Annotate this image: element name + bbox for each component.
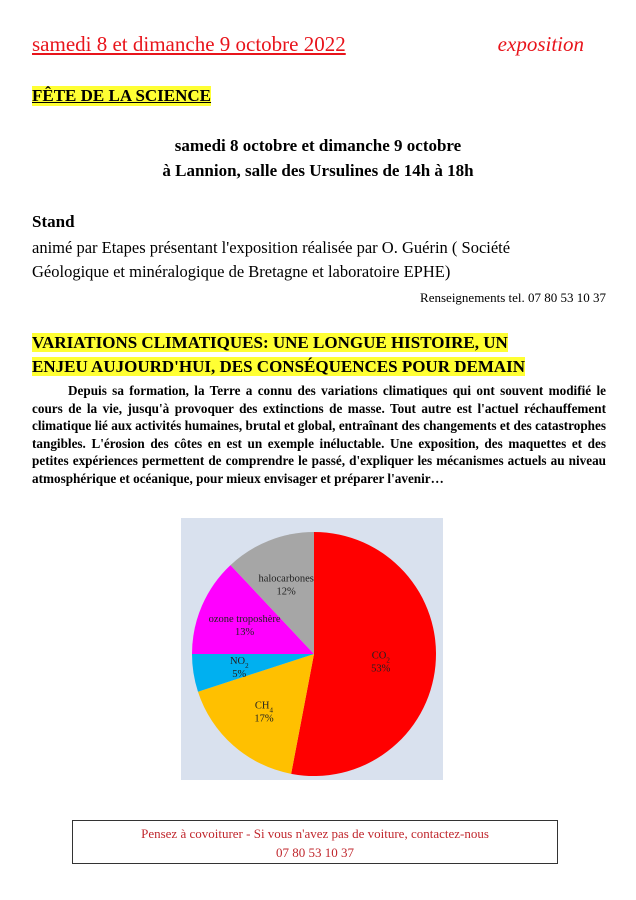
headline-line-1: VARIATIONS CLIMATIQUES: UNE LONGUE HISTOIRE, UN — [32, 333, 508, 352]
pie-percent-2: 5% — [232, 668, 247, 680]
carpool-line-1: Pensez à covoiturer - Si vous n'avez pas de voiture, contactez-nous — [141, 826, 489, 841]
article-body: Depuis sa formation, la Terre a connu des variations climatiques qui ont souvent modifié le cours de la vie, jusqu'à provoquer des extinctions de masse. Tout autre est l'actuel réchauffement climatique lié aux activités humaines, brutal et global, entraînant des changements et des catastrophes tangibles. L'érosion des côtes en est un exemple inéluctable. Une exposition, des maquettes et des petites expériences permettent de comprendre le passé, d'expliquer les mécanismes actuels au niveau atmosphérique et océanique, pour mieux envisager et préparer l'avenir… — [32, 383, 606, 486]
pie-chart — [181, 518, 443, 780]
date-line: samedi 8 et dimanche 9 octobre 2022 — [32, 32, 346, 56]
event-title: FÊTE DE LA SCIENCE — [32, 86, 212, 105]
stand-line-2: Géologique et minéralogique de Bretagne et laboratoire EPHE) — [32, 262, 451, 281]
carpool-phone: 07 80 53 10 37 — [276, 845, 354, 860]
pie-chart-svg — [181, 518, 443, 780]
carpool-notice — [72, 820, 558, 864]
event-dates: samedi 8 octobre et dimanche 9 octobre — [174, 136, 462, 155]
pie-label-1: $CH_4$ — [254, 700, 274, 715]
pie-label-0: $CO_2$ — [371, 650, 390, 665]
event-kind: exposition — [497, 32, 584, 56]
stand-title: Stand — [32, 212, 75, 231]
pie-percent-0: 53% — [371, 663, 391, 675]
pie-label-4: halocarbones — [258, 573, 314, 585]
pie-label-3: ozone troposhère — [208, 613, 281, 625]
pie-percent-4: 12% — [276, 586, 296, 598]
pie-percent-1: 17% — [254, 713, 274, 725]
pie-percent-3: 13% — [234, 626, 255, 638]
pie-label-2: $NO_2$ — [229, 655, 249, 670]
stand-description — [32, 236, 622, 284]
stand-line-1: animé par Etapes présentant l'exposition réalisée par O. Guérin ( Société — [32, 238, 511, 257]
event-place: à Lannion, salle des Ursulines de 14h à 18h — [162, 161, 474, 180]
headline-line-2: ENJEU AUJOURD'HUI, DES CONSÉQUENCES POUR DEMAIN — [32, 357, 526, 376]
contact-info: Renseignements tel. 07 80 53 10 37 — [420, 290, 606, 305]
article-headline — [32, 331, 622, 379]
